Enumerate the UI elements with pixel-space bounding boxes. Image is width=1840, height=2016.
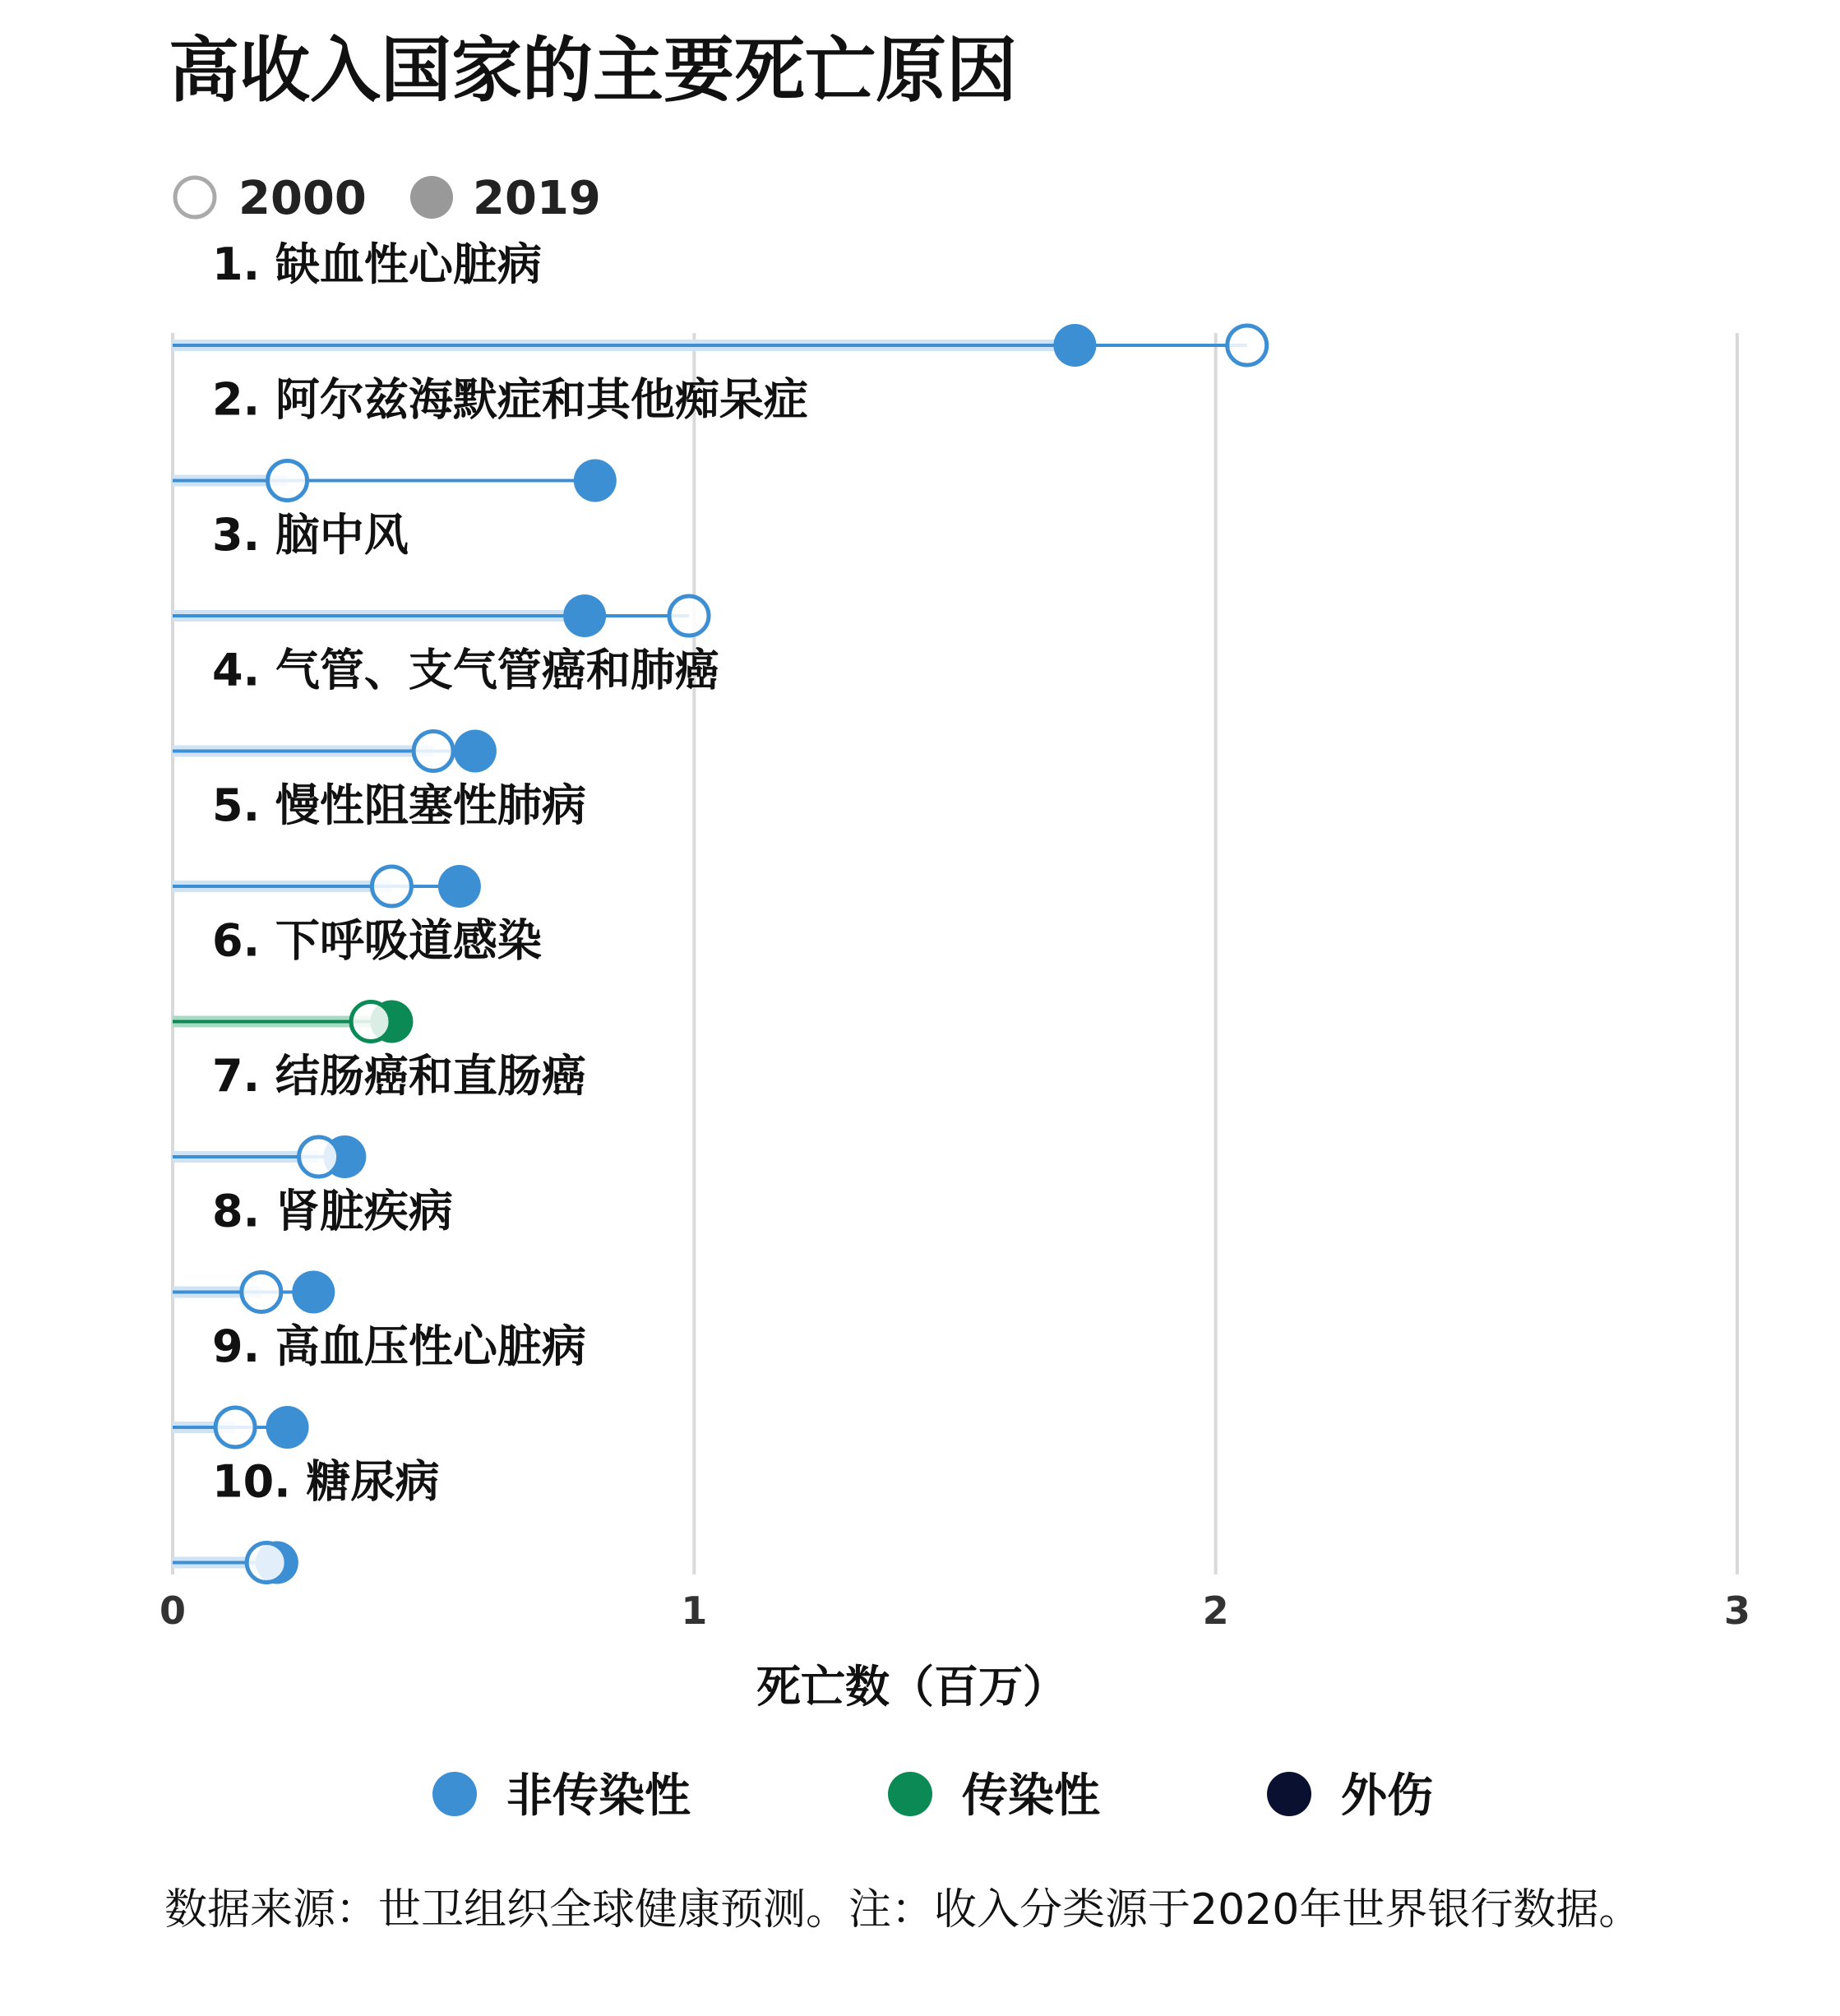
category-label-1: 1. 缺血性心脏病: [212, 238, 542, 290]
type-legend-marker-non_communicable: [432, 1772, 477, 1816]
category-label-4: 4. 气管、支气管癌和肺癌: [212, 644, 719, 696]
row-4: [173, 645, 719, 773]
type-legend-label-injuries: 外伤: [1341, 1769, 1433, 1823]
type-legend: [432, 1769, 1433, 1823]
legend-2019-marker: [410, 176, 453, 219]
type-legend-marker-injuries: [1267, 1772, 1311, 1816]
source-note: 数据来源：世卫组织全球健康预测。注：收入分类源于2020年世界银行数据。: [164, 1885, 1642, 1935]
type-legend-label-non_communicable: 非传染性: [506, 1769, 691, 1823]
point-2000-2: [268, 461, 307, 501]
row-6: [173, 915, 542, 1043]
legend-2000-label: 2000: [238, 172, 367, 225]
legend-2000-marker: [175, 178, 215, 217]
x-tick-label-0: 0: [159, 1588, 187, 1633]
type-legend-marker-communicable: [888, 1772, 932, 1816]
legend-2019-label: 2019: [473, 172, 601, 225]
category-label-6: 6. 下呼吸道感染: [212, 914, 542, 967]
point-2000-7: [299, 1137, 339, 1177]
point-2000-5: [372, 867, 411, 906]
category-label-8: 8. 肾脏疾病: [212, 1185, 453, 1237]
point-2000-9: [215, 1408, 255, 1447]
point-2019-8: [292, 1271, 335, 1314]
point-2019-5: [438, 865, 481, 908]
row-10: [173, 1456, 439, 1584]
point-2000-8: [242, 1273, 281, 1312]
x-axis-ticks: [159, 1588, 1750, 1633]
x-tick-label-1: 1: [681, 1588, 708, 1633]
point-2000-6: [351, 1002, 391, 1042]
category-label-5: 5. 慢性阻塞性肺病: [212, 779, 586, 831]
point-2000-10: [247, 1543, 286, 1583]
point-2019-1: [1053, 324, 1096, 367]
category-label-7: 7. 结肠癌和直肠癌: [212, 1050, 586, 1102]
point-2019-3: [563, 594, 606, 637]
row-3: [173, 509, 709, 637]
row-2: [173, 374, 808, 502]
type-legend-label-communicable: 传染性: [962, 1769, 1100, 1823]
row-1: [173, 238, 1267, 367]
point-2019-9: [266, 1406, 309, 1449]
category-label-9: 9. 高血压性心脏病: [212, 1320, 586, 1372]
chart-rows: [173, 238, 1267, 1584]
category-label-3: 3. 脑中风: [212, 509, 409, 561]
point-2019-2: [574, 460, 617, 502]
x-axis-title: 死亡数（百万）: [756, 1661, 1067, 1713]
row-7: [173, 1050, 586, 1178]
point-2019-4: [454, 730, 497, 773]
category-label-2: 2. 阿尔兹海默症和其他痴呆症: [212, 373, 808, 426]
row-5: [173, 779, 586, 908]
x-tick-label-3: 3: [1723, 1588, 1751, 1633]
point-2000-4: [414, 732, 453, 771]
point-2000-3: [669, 596, 709, 636]
x-tick-label-2: 2: [1202, 1588, 1229, 1633]
point-2000-1: [1227, 326, 1267, 365]
row-8: [173, 1186, 453, 1314]
year-legend: [175, 172, 601, 225]
row-9: [173, 1320, 586, 1449]
category-label-10: 10. 糖尿病: [212, 1455, 440, 1508]
chart-title: 高收入国家的主要死亡原因: [169, 30, 1017, 112]
